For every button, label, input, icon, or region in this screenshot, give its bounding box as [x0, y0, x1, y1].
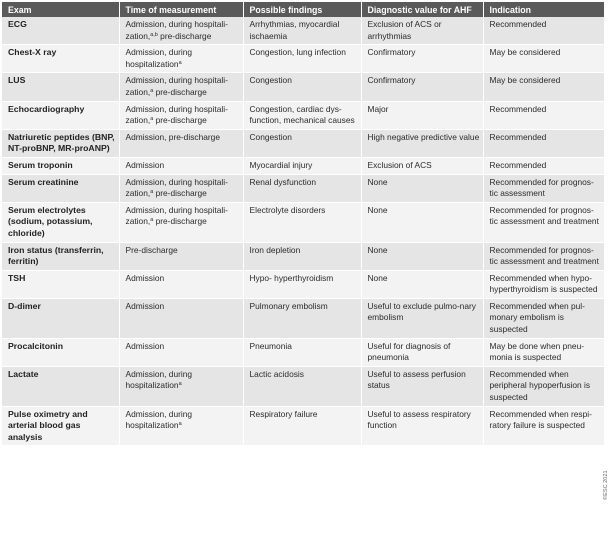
cell-diagnostic-value: Useful to assess respiratory function — [361, 406, 483, 446]
header-exam: Exam — [2, 2, 119, 17]
cell-possible-findings: Respiratory failure — [243, 406, 361, 446]
exam-table — [2, 2, 604, 446]
time-text: Admission, during hospitali-zation, — [125, 103, 228, 126]
table-row — [2, 45, 604, 73]
time-text: Admission, pre-discharge — [125, 131, 220, 142]
time-text: Admission, during hospitalization — [125, 408, 193, 431]
cell-exam: TSH — [2, 270, 119, 298]
time-text: Admission — [125, 159, 165, 170]
table-row — [2, 202, 604, 242]
cell-diagnostic-value: None — [361, 202, 483, 242]
cell-indication: Recommended — [483, 17, 604, 45]
table-body — [2, 17, 604, 446]
cell-diagnostic-value: Useful to exclude pulmo-nary embolism — [361, 298, 483, 338]
header-possible-findings: Possible findings — [243, 2, 361, 17]
copyright-label: ©ESC 2021 — [603, 470, 609, 500]
cell-possible-findings: Renal dysfunction — [243, 174, 361, 202]
cell-indication: Recommended for prognos-tic assessment and treatment — [483, 242, 604, 270]
cell-diagnostic-value: Major — [361, 101, 483, 129]
cell-diagnostic-value: Confirmatory — [361, 45, 483, 73]
table-row — [2, 73, 604, 101]
table-row — [2, 366, 604, 406]
cell-diagnostic-value: High negative predictive value — [361, 129, 483, 157]
time-text: Admission — [125, 272, 165, 283]
cell-indication: Recommended when hypo-hyperthyroidism is suspected — [483, 270, 604, 298]
cell-possible-findings: Congestion, cardiac dys-function, mechanical causes — [243, 101, 361, 129]
cell-time-of-measurement — [119, 298, 243, 338]
cell-possible-findings: Lactic acidosis — [243, 366, 361, 406]
cell-possible-findings: Myocardial injury — [243, 157, 361, 174]
cell-diagnostic-value: None — [361, 242, 483, 270]
cell-exam: ECG — [2, 17, 119, 45]
table-row — [2, 174, 604, 202]
time-text-after: pre-discharge — [153, 188, 207, 199]
cell-exam: Pulse oximetry and arterial blood gas analysis — [2, 406, 119, 446]
cell-time-of-measurement — [119, 406, 243, 446]
table-row — [2, 270, 604, 298]
table-row — [2, 157, 604, 174]
cell-possible-findings: Hypo- hyperthyroidism — [243, 270, 361, 298]
cell-possible-findings: Congestion — [243, 73, 361, 101]
cell-indication: May be considered — [483, 73, 604, 101]
cell-possible-findings: Congestion, lung infection — [243, 45, 361, 73]
table-row — [2, 101, 604, 129]
cell-time-of-measurement — [119, 366, 243, 406]
cell-time-of-measurement — [119, 45, 243, 73]
cell-exam: Procalcitonin — [2, 338, 119, 366]
header-diagnostic-value: Diagnostic value for AHF — [361, 2, 483, 17]
cell-time-of-measurement — [119, 157, 243, 174]
header-indication: Indication — [483, 2, 604, 17]
cell-exam: D-dimer — [2, 298, 119, 338]
cell-exam: Lactate — [2, 366, 119, 406]
cell-diagnostic-value: Confirmatory — [361, 73, 483, 101]
time-text: Pre-discharge — [125, 244, 178, 255]
cell-indication: May be done when pneu-monia is suspected — [483, 338, 604, 366]
cell-indication: Recommended — [483, 157, 604, 174]
table-row — [2, 406, 604, 446]
time-text-after: pre-discharge — [153, 115, 207, 126]
cell-indication: Recommended — [483, 101, 604, 129]
cell-exam: Serum troponin — [2, 157, 119, 174]
cell-possible-findings: Iron depletion — [243, 242, 361, 270]
cell-diagnostic-value: Exclusion of ACS or arrhythmias — [361, 17, 483, 45]
time-text: Admission, during hospitalization — [125, 47, 193, 69]
time-text: Admission, during hospitali-zation, — [125, 75, 228, 97]
table-header — [2, 2, 604, 17]
exam-table-container — [2, 2, 604, 446]
cell-indication: Recommended for prognos-tic assessment and treatment — [483, 202, 604, 242]
cell-diagnostic-value: Useful to assess perfusion status — [361, 366, 483, 406]
footnote-marker: a — [178, 59, 182, 66]
cell-possible-findings: Electrolyte disorders — [243, 202, 361, 242]
table-row — [2, 242, 604, 270]
cell-exam: Echocardiography — [2, 101, 119, 129]
time-text: Admission, during hospitali-zation, — [125, 176, 228, 199]
cell-indication: May be considered — [483, 45, 604, 73]
time-text: Admission, during hospitali-zation, — [125, 204, 228, 227]
cell-diagnostic-value: None — [361, 270, 483, 298]
cell-time-of-measurement — [119, 174, 243, 202]
cell-time-of-measurement — [119, 270, 243, 298]
footnote-marker: a — [150, 189, 154, 196]
footnote-marker: a — [150, 87, 154, 94]
time-text: Admission — [125, 340, 165, 351]
cell-time-of-measurement — [119, 101, 243, 129]
time-text: Admission, during hospitali-zation, — [125, 19, 228, 41]
cell-exam: Iron status (transferrin, ferritin) — [2, 242, 119, 270]
footnote-marker: a — [178, 381, 182, 388]
cell-possible-findings: Pneumonia — [243, 338, 361, 366]
cell-time-of-measurement — [119, 242, 243, 270]
header-row — [2, 2, 604, 17]
cell-indication: Recommended when respi-ratory failure is suspected — [483, 406, 604, 446]
cell-time-of-measurement — [119, 129, 243, 157]
footnote-marker: a — [178, 421, 182, 428]
time-text-after: pre-discharge — [153, 86, 207, 97]
cell-exam: Natriuretic peptides (BNP, NT-proBNP, MR-proANP) — [2, 129, 119, 157]
time-text: Admission, during hospitalization — [125, 368, 193, 391]
time-text: Admission — [125, 300, 165, 311]
cell-exam: LUS — [2, 73, 119, 101]
cell-time-of-measurement — [119, 202, 243, 242]
cell-time-of-measurement — [119, 73, 243, 101]
cell-time-of-measurement — [119, 17, 243, 45]
cell-indication: Recommended when peripheral hypoperfusion is suspected — [483, 366, 604, 406]
table-row — [2, 129, 604, 157]
table-row — [2, 298, 604, 338]
footnote-marker: a,b — [150, 31, 158, 38]
cell-diagnostic-value: Useful for diagnosis of pneumonia — [361, 338, 483, 366]
cell-exam: Serum electrolytes (sodium, potassium, chloride) — [2, 202, 119, 242]
header-time-of-measurement: Time of measurement — [119, 2, 243, 17]
footnote-marker: a — [150, 116, 154, 123]
cell-indication: Recommended when pul-monary embolism is suspected — [483, 298, 604, 338]
cell-indication: Recommended for prognos-tic assessment — [483, 174, 604, 202]
cell-exam: Chest-X ray — [2, 45, 119, 73]
cell-exam: Serum creatinine — [2, 174, 119, 202]
time-text-after: pre-discharge — [153, 216, 207, 227]
cell-possible-findings: Arrhythmias, myocardial ischaemia — [243, 17, 361, 45]
cell-time-of-measurement — [119, 338, 243, 366]
table-row — [2, 17, 604, 45]
footnote-marker: a — [150, 217, 154, 224]
table-row — [2, 338, 604, 366]
cell-indication: Recommended — [483, 129, 604, 157]
cell-possible-findings: Congestion — [243, 129, 361, 157]
time-text-after: pre-discharge — [157, 30, 212, 41]
cell-diagnostic-value: Exclusion of ACS — [361, 157, 483, 174]
cell-possible-findings: Pulmonary embolism — [243, 298, 361, 338]
cell-diagnostic-value: None — [361, 174, 483, 202]
